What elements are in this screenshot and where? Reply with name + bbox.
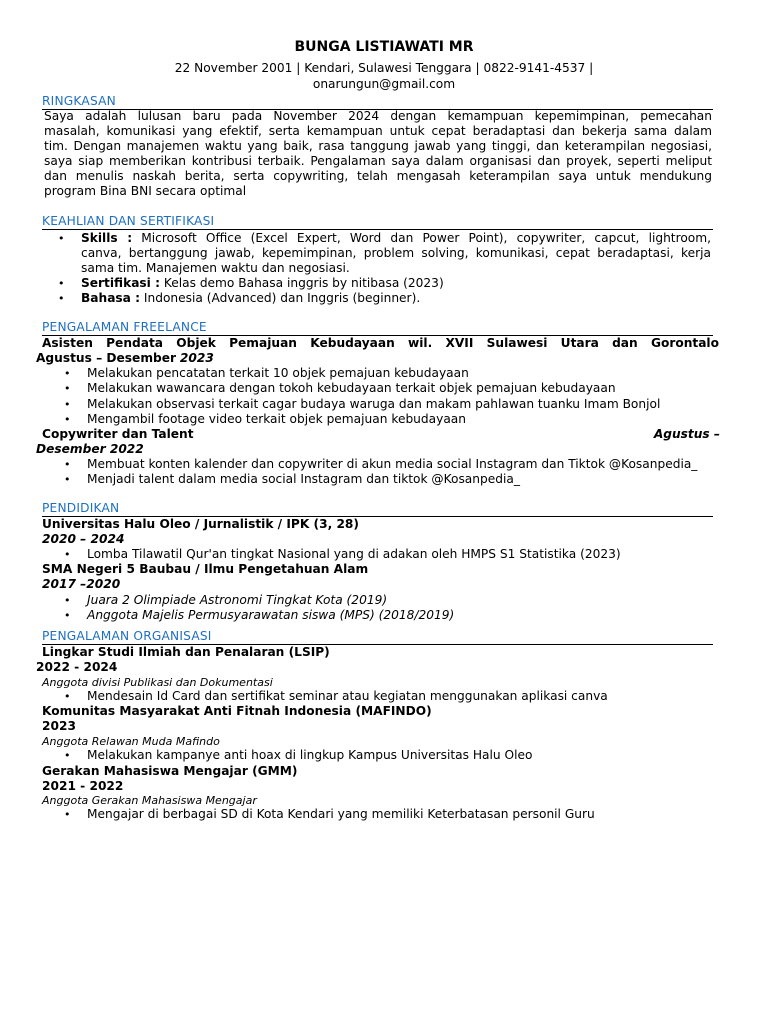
bullet-icon: • bbox=[64, 609, 71, 622]
summary-line: tim. Dengan manajemen waktu yang baik, rasa tanggung jawab yang tinggi, dan keterampilan negosiasi, bbox=[44, 139, 712, 153]
skills-item bbox=[81, 231, 711, 276]
education-title: Universitas Halu Oleo / Jurnalistik / IPK (3, 28) bbox=[42, 517, 359, 531]
bullet-icon: • bbox=[64, 690, 71, 703]
bullet-icon: • bbox=[64, 473, 71, 486]
skills-text: sama tim. Manajemen waktu dan negosiasi. bbox=[81, 261, 350, 275]
list-item: Anggota Majelis Permusyarawatan siswa (MPS) (2018/2019) bbox=[87, 608, 455, 622]
language-item bbox=[81, 291, 420, 306]
job-date: Desember 2022 bbox=[36, 442, 144, 456]
cert-text: Kelas demo Bahasa inggris by nitibasa (2023) bbox=[163, 276, 444, 290]
bullet-icon: • bbox=[58, 292, 65, 305]
skills-text: Microsoft Office (Excel Expert, Word dan Power Point), copywriter, capcut, lightroom, bbox=[141, 231, 711, 245]
job-date-year: 2023 bbox=[179, 351, 214, 365]
section-title-education: PENDIDIKAN bbox=[42, 502, 713, 517]
list-item: Mendesain Id Card dan sertifikat seminar atau kegiatan menggunakan aplikasi canva bbox=[87, 689, 608, 703]
contact-line: 22 November 2001 | Kendari, Sulawesi Tenggara | 0822-9141-4537 | bbox=[174, 61, 594, 75]
list-item: Menjadi talent dalam media social Instagram dan tiktok @Kosanpedia_ bbox=[87, 472, 520, 486]
skills-text: canva, bertanggung jawab, kepemimpinan, problem solving, komunikasi, cepat beradaptasi, kerja bbox=[81, 246, 711, 260]
list-item: Mengambil footage video terkait objek pemajuan kebudayaan bbox=[87, 412, 466, 426]
summary-line: dan menulis naskah berita, serta copywriting, telah mengasah keterampilan saya untuk mendukung bbox=[44, 169, 712, 183]
bullet-icon: • bbox=[64, 594, 71, 607]
section-title-organization: PENGALAMAN ORGANISASI bbox=[42, 630, 713, 645]
organization-role: Anggota divisi Publikasi dan Dokumentasi bbox=[42, 676, 273, 689]
organization-date: 2021 - 2022 bbox=[42, 779, 124, 793]
bullet-icon: • bbox=[64, 382, 71, 395]
job-date-range: Agustus – Desember bbox=[36, 351, 177, 365]
summary-line: program Bina BNI secara optimal bbox=[44, 184, 247, 198]
organization-title: Komunitas Masyarakat Anti Fitnah Indonesia (MAFINDO) bbox=[42, 704, 432, 718]
education-date: 2020 – 2024 bbox=[42, 532, 125, 546]
bullet-icon: • bbox=[64, 413, 71, 426]
education-title: SMA Negeri 5 Baubau / Ilmu Pengetahuan Alam bbox=[42, 562, 369, 576]
list-item: Juara 2 Olimpiade Astronomi Tingkat Kota (2019) bbox=[87, 593, 388, 607]
list-item: Mengajar di berbagai SD di Kota Kendari yang memiliki Keterbatasan personil Guru bbox=[87, 807, 595, 821]
contact-info bbox=[140, 60, 628, 92]
organization-title: Lingkar Studi Ilmiah dan Penalaran (LSIP) bbox=[42, 645, 330, 659]
bullet-icon: • bbox=[64, 367, 71, 380]
skills-label: Skills : bbox=[81, 231, 133, 245]
resume-name: BUNGA LISTIAWATI MR bbox=[294, 39, 474, 55]
list-item: Lomba Tilawatil Qur'an tingkat Nasional yang di adakan oleh HMPS S1 Statistika (2023) bbox=[87, 547, 621, 561]
organization-role: Anggota Gerakan Mahasiswa Mengajar bbox=[42, 794, 257, 807]
list-item: Melakukan pencatatan terkait 10 objek pemajuan kebudayaan bbox=[87, 366, 469, 380]
summary-line: saya siap memberikan kontribusi terbaik. Pengalaman saya dalam organisasi dan proyek, seperti meliput bbox=[44, 154, 712, 168]
lang-label: Bahasa : bbox=[81, 291, 141, 305]
list-item: Membuat konten kalender dan copywriter di akun media social Instagram dan Tiktok @Kosanpedia_ bbox=[87, 457, 698, 471]
summary-line: Saya adalah lulusan baru pada November 2024 dengan kemampuan kepemimpinan, pemecahan bbox=[44, 109, 712, 123]
bullet-icon: • bbox=[64, 808, 71, 821]
bullet-icon: • bbox=[64, 548, 71, 561]
bullet-icon: • bbox=[64, 458, 71, 471]
bullet-icon: • bbox=[64, 749, 71, 762]
education-date: 2017 –2020 bbox=[42, 577, 121, 591]
bullet-icon: • bbox=[58, 277, 65, 290]
section-title-skills: KEAHLIAN DAN SERTIFIKASI bbox=[42, 215, 713, 230]
bullet-icon: • bbox=[58, 232, 65, 245]
organization-title: Gerakan Mahasiswa Mengajar (GMM) bbox=[42, 764, 298, 778]
certification-item bbox=[81, 276, 444, 291]
organization-role: Anggota Relawan Muda Mafindo bbox=[42, 735, 220, 748]
job-date: Agustus – bbox=[653, 427, 720, 441]
lang-text: Indonesia (Advanced) dan Inggris (beginner). bbox=[143, 291, 421, 305]
job-title: Copywriter dan Talent bbox=[42, 427, 194, 441]
list-item: Melakukan kampanye anti hoax di lingkup Kampus Universitas Halu Oleo bbox=[87, 748, 533, 762]
summary-line: masalah, komunikasi yang efektif, serta kemampuan untuk cepat beradaptasi dan bekerja sama dalam bbox=[44, 124, 712, 138]
section-title-summary: RINGKASAN bbox=[42, 95, 713, 110]
cert-label: Sertifikasi : bbox=[81, 276, 160, 290]
organization-date: 2022 - 2024 bbox=[36, 660, 118, 674]
list-item: Melakukan wawancara dengan tokoh kebudayaan terkait objek pemajuan kebudayaan bbox=[87, 381, 616, 395]
section-title-freelance: PENGALAMAN FREELANCE bbox=[42, 321, 713, 336]
summary-paragraph bbox=[44, 109, 712, 199]
list-item: Melakukan observasi terkait cagar budaya waruga dan makam pahlawan tuanku Imam Bonjol bbox=[87, 397, 661, 411]
bullet-icon: • bbox=[64, 398, 71, 411]
job-title: Asisten Pendata Objek Pemajuan Kebudayaan wil. XVII Sulawesi Utara dan Gorontalo bbox=[42, 336, 719, 350]
contact-email: onarungun@gmail.com bbox=[312, 77, 456, 91]
job-date bbox=[36, 351, 214, 366]
organization-date: 2023 bbox=[42, 719, 76, 733]
